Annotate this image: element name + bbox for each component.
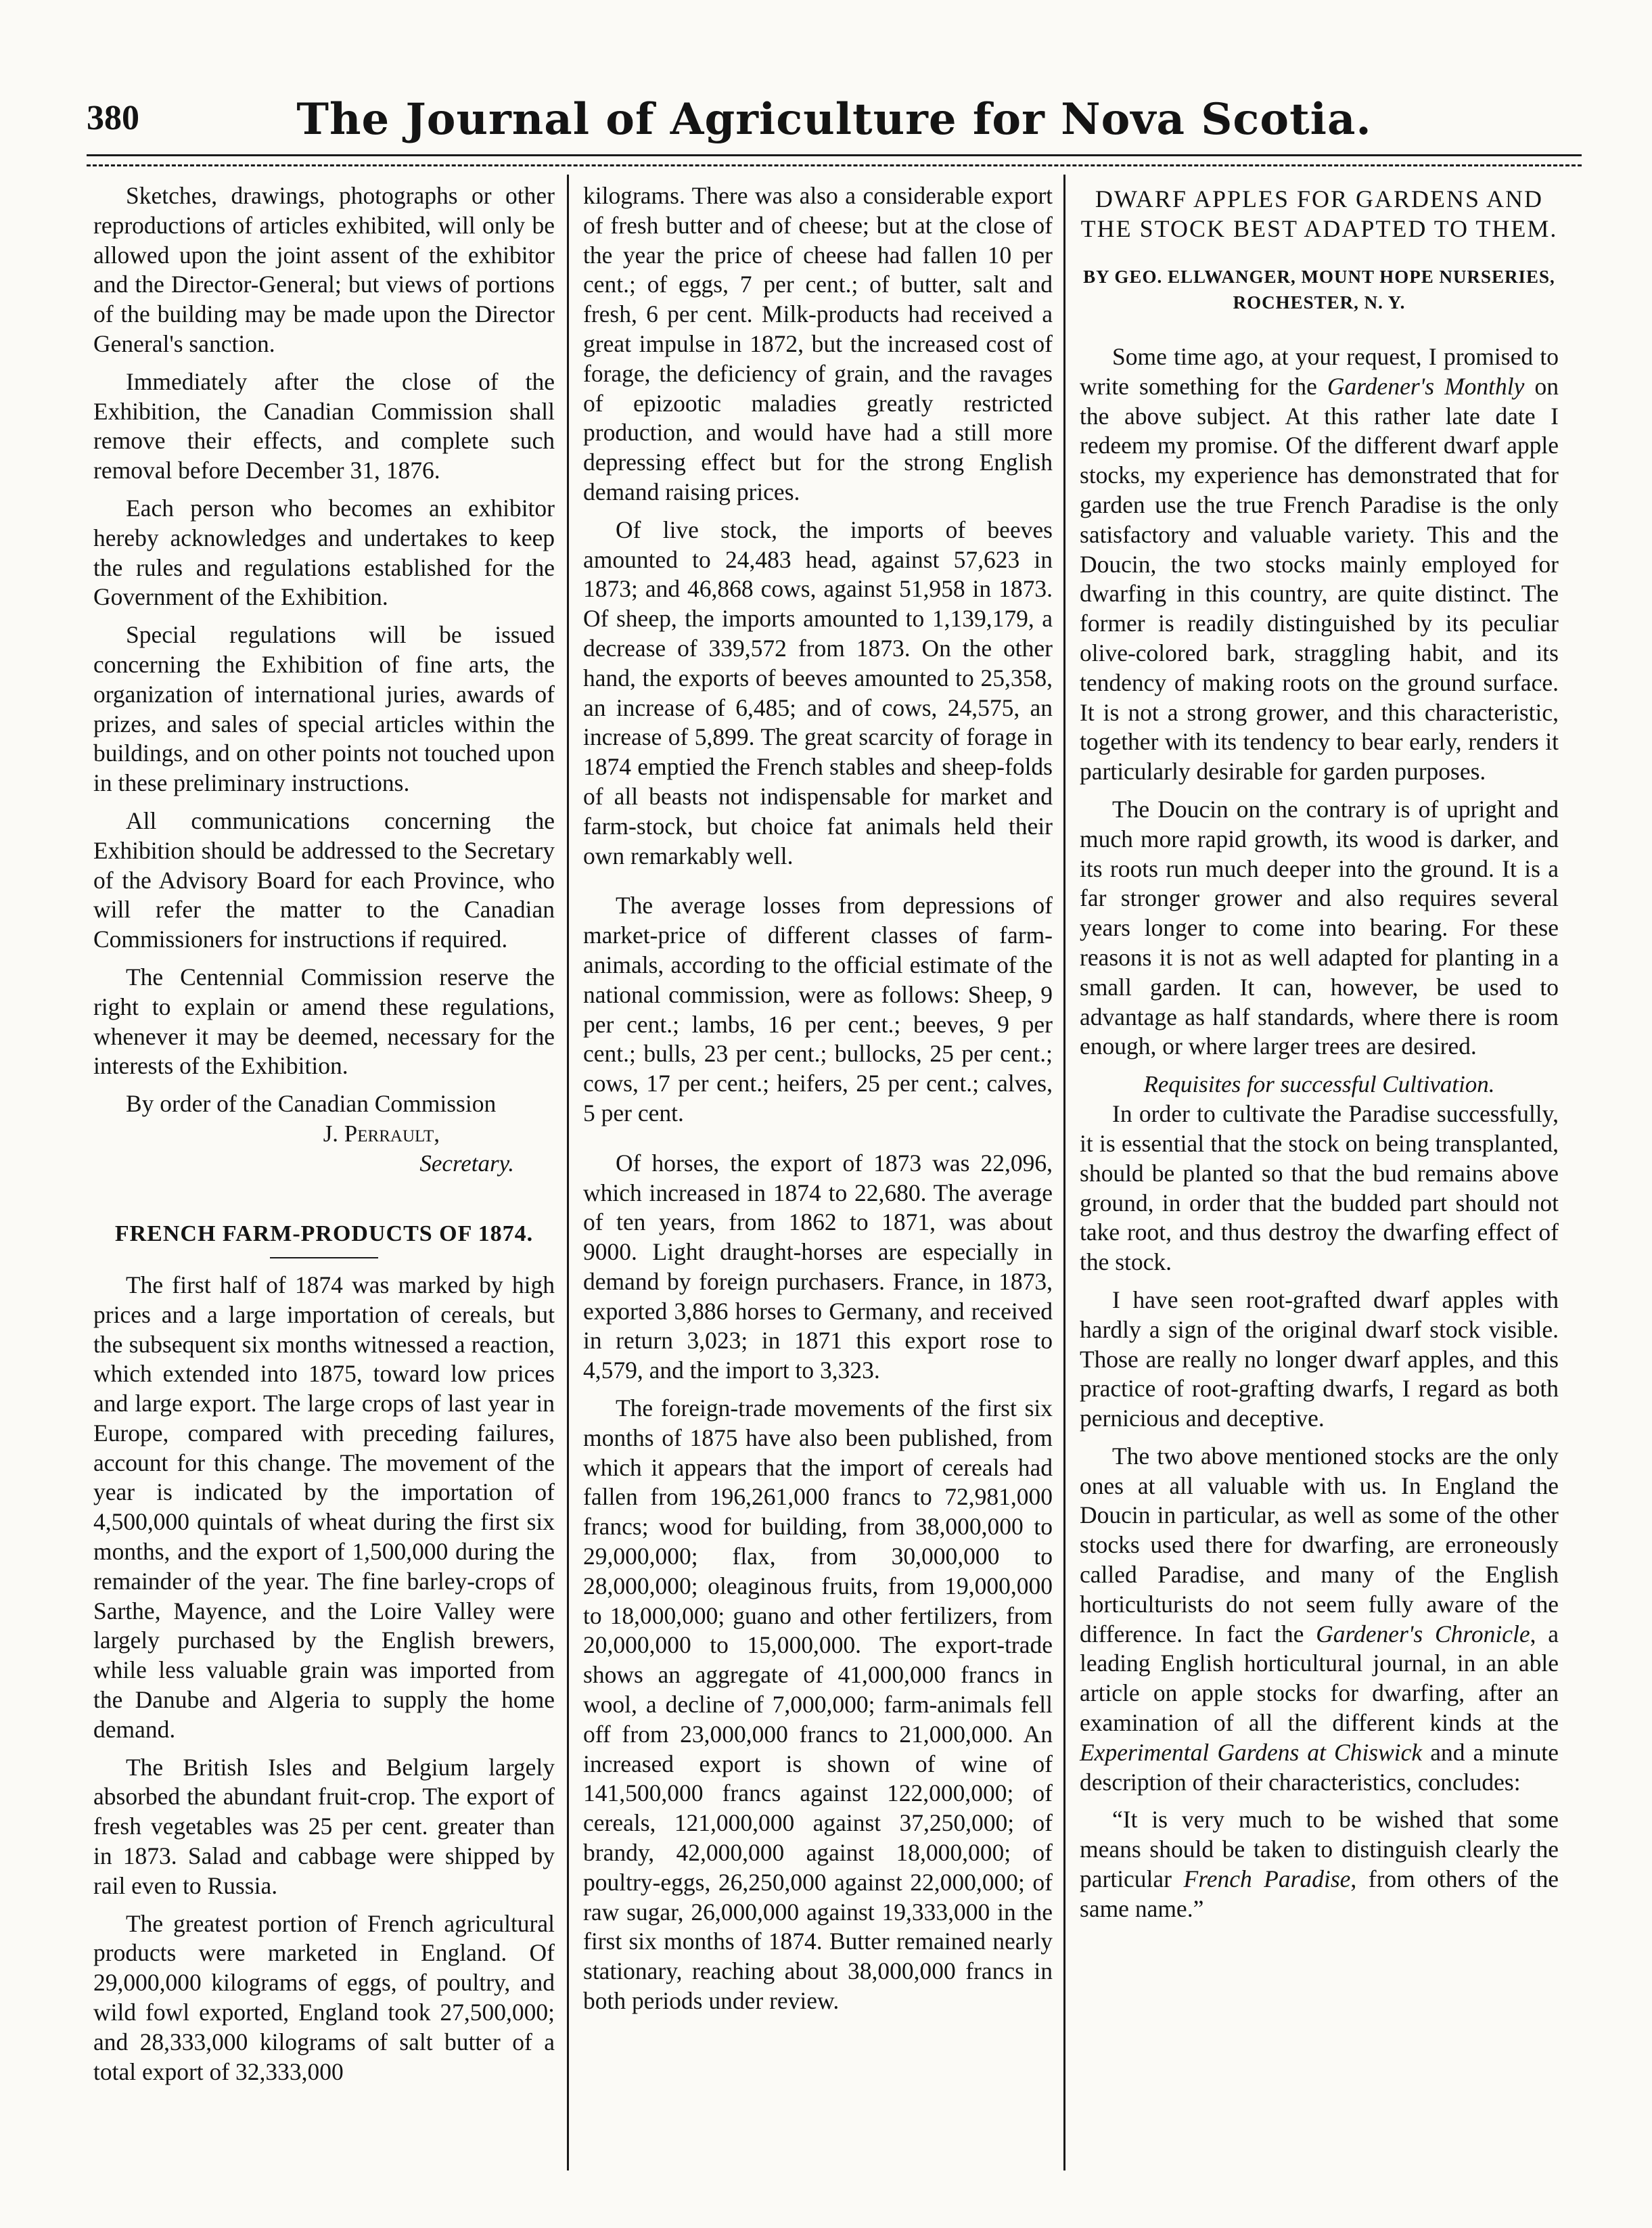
section-heading: FRENCH FARM-PRODUCTS OF 1874. [114,1221,534,1246]
paragraph: I have seen root-grafted dwarf apples with hardly a sign of the original dwarf stock visible. Those are really no longer dwarf apples, and this practice of root-grafting dwarfs, I regard as both pernicious and deceptive. [1080,1286,1559,1432]
paragraph: Of horses, the export of 1873 was 22,096, which increased in 1874 to 22,680. The average of ten years, from 1862 to 1871, was about 9000. Light draught-horses are especially in demand by foreign purchasers. France, in 1873, exported 3,886 horses to Germany, and received in return 3,023; in 1871 this export rose to 4,579, and the import to 3,323. [583,1149,1053,1384]
paragraph: kilograms. There was also a considerable export of fresh butter and of cheese; but at the close of the year the price of cheese had fallen 10 per cent.; of eggs, 7 per cent.; of butter, salt and fresh, 6 per cent. Milk-products had received a great impulse in 1872, but the increased cost of forage, the deficiency of grain, and the ravages of epizootic maladies greatly restricted production, and would have had a still more depressing effect but for the strong English demand raising prices. [583,182,1053,505]
page-number: 380 [87,99,139,137]
paragraph: The greatest portion of French agricultural products were marketed in England. Of 29,000,000 kilograms of eggs, of poultry, and wild fowl exported, England took 27,500,000; and 28,333,000 kilograms of salt butter of a total export of 32,333,000 [93,1909,555,2085]
paragraph: Special regulations will be issued concerning the Exhibition of fine arts, the organization of international juries, awards of prizes, and sales of special articles within the buildings, and on other points not touched upon in these preliminary instructions. [93,621,555,797]
column-2 [583,181,1053,2024]
column-divider-right [1063,175,1065,2170]
article-title: DWARF APPLES FOR GARDENS AND THE STOCK BEST ADAPTED TO THEM. [1080,185,1558,242]
heading-rule [270,1257,378,1258]
paragraph: In order to cultivate the Paradise successfully, it is essential that the stock on being transplanted, should be planted so that the bud remains above ground, in order that the budded part should not take root, and thus destroy the dwarfing effect of the stock. [1080,1100,1559,1276]
paragraph: The two above mentioned stocks are the only ones at all valuable with us. In England the Doucin in particular, as well as some of the other stocks used there for dwarfing, are erroneously called Paradise, and many of the English horticulturists do not seem fully aware of the difference. In fact the Gardener's Chronicle, a leading English horticultural journal, in an able article on apple stocks for dwarfing, after an examination of all the different kinds at the Experimental Gardens at Chiswick and a minute description of their characteristics, concludes: [1080,1442,1559,1796]
paragraph: The British Isles and Belgium largely absorbed the abundant fruit-crop. The export of fresh vegetables was 25 per cent. greater than in 1873. Salad and cabbage were shipped by rail even to Russia. [93,1753,555,1899]
paragraph: The average losses from depressions of market-price of different classes of farm-animals, according to the official estimate of the national commission, were as follows: Sheep, 9 per cent.; lambs, 16 per cent.; beeves, 9 per cent.; bulls, 23 per cent.; bullocks, 25 per cent.; cows, 17 per cent.; heifers, 25 per cent.; calves, 5 per cent. [583,892,1053,1127]
subheading: Requisites for successful Cultivation. [1143,1071,1495,1098]
quotation: “It is very much to be wished that some means should be taken to distinguish clearly the particular French Paradise, from others of the same name.” [1080,1806,1559,1922]
column-divider-left [567,175,569,2170]
header-rule-bottom [87,164,1582,166]
column-1 [93,181,555,2095]
paragraph: By order of the Canadian Commission [126,1090,497,1118]
paragraph: Some time ago, at your request, I promised to write something for the Gardener's Monthly on the above subject. At this rather late date I redeem my promise. Of the different dwarf apple stocks, my experience has demonstrated that for garden use the true French Paradise is the only satisfactory and valuable variety. This and the Doucin, the two stocks mainly employed for dwarfing in this country, are quite distinct. The former is readily distinguished by its peculiar olive-colored bark, straggling habit, and its tendency of making roots on the ground surface. It is not a strong grower, and this characteristic, together with its tendency to bear early, renders it particularly desirable for garden purposes. [1080,343,1559,786]
paragraph: All communications concerning the Exhibition should be addressed to the Secretary of the Advisory Board for each Province, who will refer the matter to the Canadian Commissioners for instructions if required. [93,806,555,953]
paragraph: The Centennial Commission reserve the right to explain or amend these regulations, whenever it may be deemed, necessary for the interests of the Exhibition. [93,963,555,1080]
header-rule-top [87,154,1582,156]
paragraph: Each person who becomes an exhibitor hereby acknowledges and undertakes to keep the rules and regulations established for the Government of the Exhibition. [93,494,555,611]
paragraph: The foreign-trade movements of the first six months of 1875 have also been published, from which it appears that the import of cereals had fallen from 196,261,000 francs to 72,981,000 francs; wood for building, from 38,000,000 to 29,000,000; flax, from 30,000,000 to 28,000,000; oleaginous fruits, from 19,000,000 to 18,000,000; guano and other fertilizers, from 20,000,000 to 15,000,000. The export-trade shows an aggregate of 41,000,000 francs in wool, a decline of 7,000,000; farm-animals fell off from 23,000,000 francs to 21,000,000. An increased export is shown of wine of 141,500,000 francs against 122,000,000; of cereals, 121,000,000 against 37,250,000; of brandy, 42,000,000 against 18,000,000; of poultry-eggs, 26,250,000 against 22,000,000; of raw sugar, 26,000,000 against 19,333,000 in the first six months of 1874. Butter remained nearly stationary, reaching about 38,000,000 francs in both periods under review. [583,1394,1053,2015]
paragraph: The first half of 1874 was marked by high prices and a large importation of cereals, but the subsequent six months witnessed a reaction, which extended into 1875, toward low prices and large export. The large crops of last year in Europe, compared with preceding failures, account for this change. The movement of the year is indicated by the importation of 4,500,000 quintals of wheat during the first six months, and the export of 1,500,000 during the remainder of the year. The fine barley-crops of Sarthe, Mayence, and the Loire Valley were largely purchased by the English brewers, while less valuable grain was imported from the Danube and Algeria to supply the home demand. [93,1271,555,1743]
paragraph: Of live stock, the imports of beeves amounted to 24,483 head, against 57,623 in 1873; and 46,868 cows, against 51,958 in 1873. Of sheep, the imports amounted to 1,139,179, a decrease of 339,572 from 1873. On the other hand, the exports of beeves amounted to 25,358, an increase of 6,485; and of cows, 24,575, an increase of 5,899. The great scarcity of forage in 1874 emptied the French stables and sheep-folds of all beasts not indispensable for market and farm-stock, but choice fat animals held their own remarkably well. [583,516,1053,869]
paragraph: The Doucin on the contrary is of upright and much more rapid growth, its wood is darker, and its roots run much deeper into the ground. It is a far stronger grower and also requires several years longer to come into bearing. For these reasons it is not as well adapted for planting in a small garden. It can, however, be used to advantage as half standards, where there is room enough, or where larger trees are desired. [1080,795,1559,1060]
page-header [87,94,1582,152]
column-3 [1080,181,1559,1932]
signature-name: J. Perrault, [323,1120,440,1147]
paragraph: Immediately after the close of the Exhibition, the Canadian Commission shall remove their effects, and complete such removal before December 31, 1876. [93,367,555,484]
signature-title: Secretary. [419,1150,514,1177]
journal-title: The Journal of Agriculture for Nova Scotia. [296,94,1372,145]
byline: BY GEO. ELLWANGER, MOUNT HOPE NURSERIES, ROCHESTER, N. Y. [1083,267,1555,313]
paragraph: Sketches, drawings, photographs or other reproductions of articles exhibited, will only be allowed upon the joint assent of the exhibitor and the Director-General; but views of portions of the building may be made upon the Director General's sanction. [93,182,555,357]
